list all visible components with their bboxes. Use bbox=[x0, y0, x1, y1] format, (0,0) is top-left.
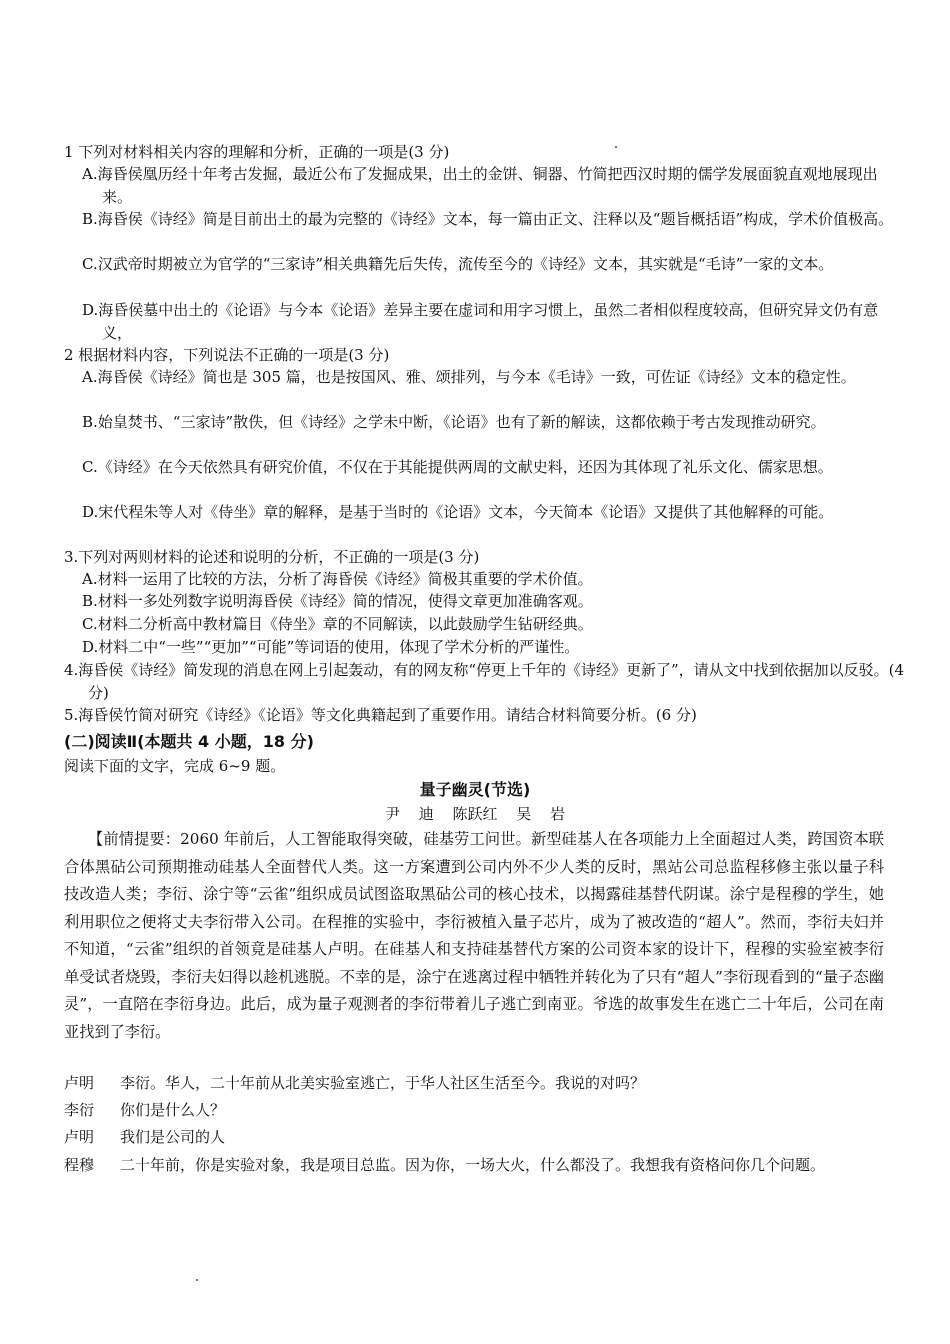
section-instruction: 阅读下面的文字，完成 6~9 题。 bbox=[64, 757, 286, 775]
question-2-option-b: B.始皇焚书、“三家诗”散佚，但《诗经》之学未中断，《论语》也有了新的解读，这都依赖于考古发现推动研究。 bbox=[82, 413, 826, 431]
dialogue-line-4 bbox=[64, 1152, 884, 1179]
dialogue-text: 二十年前，你是实验对象，我是项目总监。因为你，一场大火，什么都没了。我想我有资格问你几个问题。 bbox=[120, 1156, 826, 1174]
speaker-name: 李衍 bbox=[64, 1101, 95, 1119]
dialogue-text: 你们是什么人？ bbox=[120, 1101, 226, 1119]
question-3-option-b: B.材料一多处列数字说明海昏侯《诗经》简的情况，使得文章更加准确客观。 bbox=[82, 592, 593, 610]
question-1-option-c: C.汉武帝时期被立为官学的“三家诗”相关典籍先后失传，流传至今的《诗经》文本，其实就是“毛诗”一家的文本。 bbox=[82, 255, 834, 273]
dialogue-text: 李衍。华人，二十年前从北美实验室逃亡，于华人社区生活至今。我说的对吗？ bbox=[120, 1074, 646, 1092]
question-2-option-c: C.《诗经》在今天依然具有研究价值，不仅在于其能提供两周的文献史料，还因为其体现了礼乐文化、儒家思想。 bbox=[82, 458, 833, 476]
speaker-name: 程穆 bbox=[64, 1156, 95, 1174]
question-5-stem: 5.海昏侯竹简对研究《诗经》《论语》等文化典籍起到了重要作用。请结合材料简要分析。(6 分) bbox=[64, 706, 697, 724]
dialogue-line-3 bbox=[64, 1124, 884, 1150]
speaker-name: 卢明 bbox=[64, 1074, 95, 1092]
question-3-option-c: C.材料二分析高中教材篇目《侍坐》章的不同解读，以此鼓励学生钻研经典。 bbox=[82, 615, 593, 633]
question-3-option-a: A.材料一运用了比较的方法，分析了海昏侯《诗经》简极其重要的学术价值。 bbox=[82, 570, 593, 588]
question-2-option-d: D.宋代程朱等人对《侍坐》章的解释，是基于当时的《论语》文本，今天简本《论语》又提供了其他解释的可能。 bbox=[82, 503, 834, 521]
question-1-option-b: B.海昏侯《诗经》简是目前出土的最为完整的《诗经》文本，每一篇由正文、注释以及“题旨概括语”构成，学术价值极高。 bbox=[82, 210, 894, 228]
question-1-option-a: A.海昏侯凰历经十年考古发掘，最近公布了发掘成果，出土的金饼、铜器、竹简把西汉时期的儒学发展面貌直观地展现出来。 bbox=[82, 165, 878, 206]
question-1-stem: 1 下列对材料相关内容的理解和分析，正确的一项是(3 分) bbox=[64, 143, 450, 161]
question-1-option-d: D.海昏侯墓中出土的《论语》与今本《论语》差异主要在虚词和用字习惯上，虽然二者相似程度较高，但研究异文仍有意义， bbox=[82, 301, 879, 342]
speaker-name: 卢明 bbox=[64, 1128, 95, 1146]
question-4-stem: 4.海昏侯《诗经》简发现的消息在网上引起轰动，有的网友称“停更上千年的《诗经》更新了”，请从文中找到依据加以反驳。(4 分) bbox=[64, 661, 905, 702]
dialogue-line-2 bbox=[64, 1097, 884, 1123]
section-heading: (二)阅读Ⅱ(本题共 4 小题，18 分) bbox=[64, 732, 314, 751]
question-2-option-a: A.海昏侯《诗经》简也是 305 篇，也是按国风、雅、颂排列，与今本《毛诗》一致，可佐证《诗经》文本的稳定性。 bbox=[82, 368, 856, 386]
dialogue-text: 我们是公司的人 bbox=[120, 1128, 226, 1146]
passage-authors: 尹 迪 陈跃红 吴 岩 bbox=[384, 805, 566, 823]
speck-mark bbox=[196, 1279, 198, 1281]
passage-prelude: 【前情提要：2060 年前后，人工智能取得突破，硅基劳工问世。新型硅基人在各项能力上全面超过人类，跨国资本联合体黑砧公司预期推动硅基人全面替代人类。这一方案遭到公司内外不少人类的反时，黑站公司总监程移修主张以量子科技改造人类；李衍、涂宁等“云雀”组织成员试图盗取黑砧公司的核心技术，以揭露硅基替代阴谋。涂宁是程穆的学生，她利用职位之便将丈夫李衍带入公司。在程推的实验中，李衍被植入量子芯片，成为了被改造的“超人”。然而，李衍夫妇并不知道，“云雀”组织的首领竟是硅基人卢明。在硅基人和支持硅基替代方案的公司资本家的设计下，程穆的实验室被李衍单受试者烧毁，李衍夫妇得以趁机逃脱。不幸的是，涂宁在逃离过程中牺牲并转化为了只有“超人”李衍现看到的“量子态幽灵”，一直陪在李衍身边。此后，成为量子观测者的李衍带着儿子逃亡到南亚。爷选的故事发生在逃亡二十年后，公司在南亚找到了李衍。 bbox=[64, 830, 884, 1041]
passage-title: 量子幽灵(节选) bbox=[419, 780, 531, 799]
dialogue-line-1 bbox=[64, 1070, 884, 1096]
question-2-stem: 2 根据材料内容，下列说法不正确的一项是(3 分) bbox=[64, 346, 390, 364]
question-3-stem: 3.下列对两则材料的论述和说明的分析，不正确的一项是(3 分) bbox=[64, 548, 480, 566]
question-3-option-d: D.材料二中“一些”“更加”“可能”等词语的使用，体现了学术分析的严谨性。 bbox=[82, 638, 580, 656]
